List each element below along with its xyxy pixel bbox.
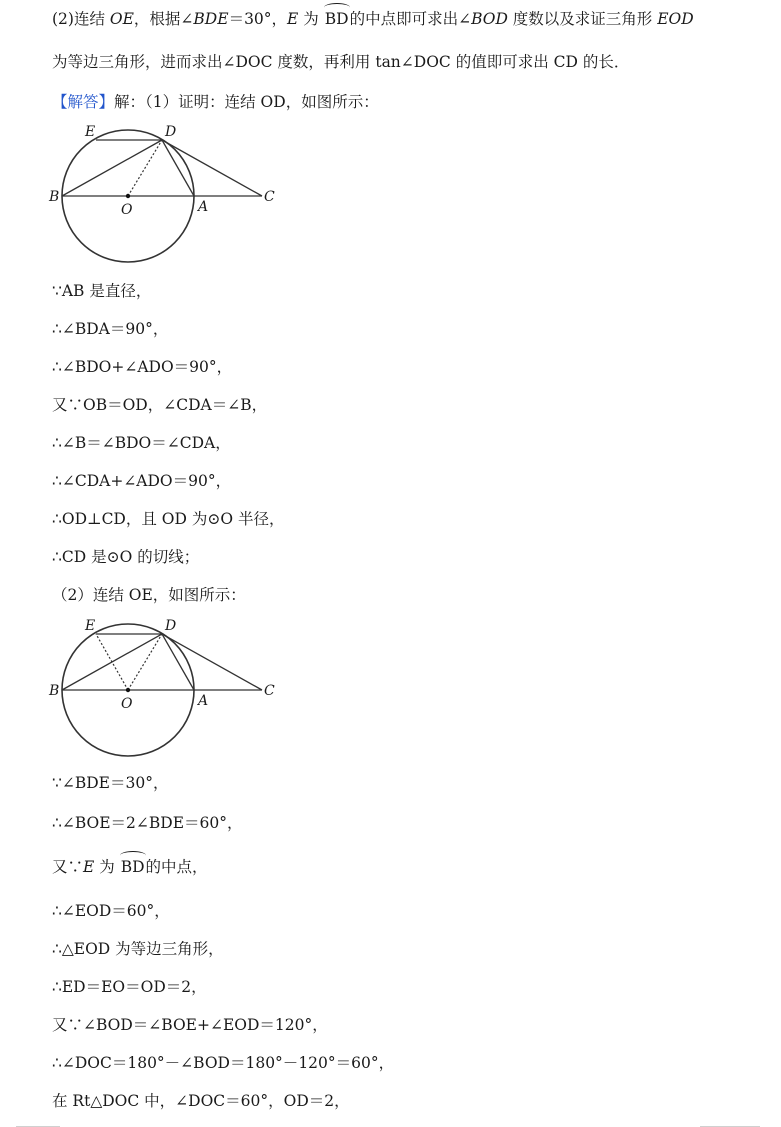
step-p1-1: ∵AB 是直径，	[52, 282, 152, 300]
step-p1-5: ∴∠B＝∠BDO＝∠CDA，	[52, 434, 231, 452]
step-p2-7: 又∵∠BOD＝∠BOE+∠EOD＝120°，	[52, 1016, 328, 1034]
step-p2-4: ∴∠EOD＝60°，	[52, 902, 170, 920]
line-2: 为等边三角形，进而求出∠DOC 度数，再利用 tan∠DOC 的值即可求出 CD 的长．	[52, 53, 630, 71]
label-o: O	[121, 696, 133, 712]
text-line-2	[52, 51, 629, 73]
label-b: B	[49, 189, 60, 205]
step-p1-7: ∴OD⊥CD，且 OD 为⊙O 半径，	[52, 510, 285, 528]
step-p2-6: ∴ED＝EO＝OD＝2，	[52, 978, 207, 996]
line-bd	[62, 140, 162, 196]
line-1-part-a: (2)连结 OE，根据∠BDE＝30°，E 为	[52, 10, 324, 28]
step-p2-3-part-b: 的中点，	[145, 858, 208, 876]
label-a: A	[198, 199, 209, 215]
step-p1-6: ∴∠CDA+∠ADO＝90°，	[52, 472, 232, 490]
step-p2-3	[52, 856, 208, 878]
label-a: A	[198, 693, 209, 709]
line-1-part-b: 的中点即可求出∠BOD 度数以及求证三角形 EOD	[349, 10, 694, 28]
line-dc	[162, 140, 262, 196]
center-dot	[126, 688, 130, 692]
step-p2-8: ∴∠DOC＝180°－∠BOD＝180°－120°＝60°，	[52, 1054, 395, 1072]
label-e: E	[85, 124, 96, 140]
step-p2-5: ∴△EOD 为等边三角形，	[52, 940, 224, 958]
line-od-dotted	[128, 634, 162, 690]
step-p2-9: 在 Rt△DOC 中，∠DOC＝60°，OD＝2，	[52, 1092, 350, 1110]
solution-label: 【解答】	[52, 93, 115, 111]
step-p2-2: ∴∠BOE＝2∠BDE＝60°，	[52, 814, 243, 832]
solution-header	[52, 91, 379, 113]
label-c: C	[264, 683, 275, 699]
arc-bd-label-2: BD	[120, 858, 145, 876]
step-p2-3-part-a: 又∵E 为	[52, 858, 120, 876]
step-p1-2: ∴∠BDA＝90°，	[52, 320, 169, 338]
step-p2-1: ∵∠BDE＝30°，	[52, 774, 169, 792]
text-line-1	[52, 8, 694, 30]
label-d: D	[165, 618, 177, 634]
label-b: B	[49, 683, 60, 699]
label-c: C	[264, 189, 275, 205]
figure-2-circle-diagram	[45, 614, 285, 760]
step-p1-4: 又∵OB＝OD，∠CDA＝∠B，	[52, 396, 268, 414]
step-p1-9: （2）连结 OE，如图所示：	[52, 586, 246, 604]
label-o: O	[121, 202, 133, 218]
line-dc	[162, 634, 262, 690]
step-p1-3: ∴∠BDO+∠ADO＝90°，	[52, 358, 233, 376]
step-p1-8: ∴CD 是⊙O 的切线；	[52, 548, 200, 566]
center-dot	[126, 194, 130, 198]
solution-intro: 解：（1）证明：连结 OD，如图所示：	[114, 93, 379, 111]
line-oe-dotted	[96, 634, 128, 690]
label-d: D	[165, 124, 177, 140]
figure-1-circle-diagram	[45, 120, 285, 266]
arc-bd-label: BD	[324, 10, 349, 28]
label-e: E	[85, 618, 96, 634]
line-od-dotted	[128, 140, 162, 196]
